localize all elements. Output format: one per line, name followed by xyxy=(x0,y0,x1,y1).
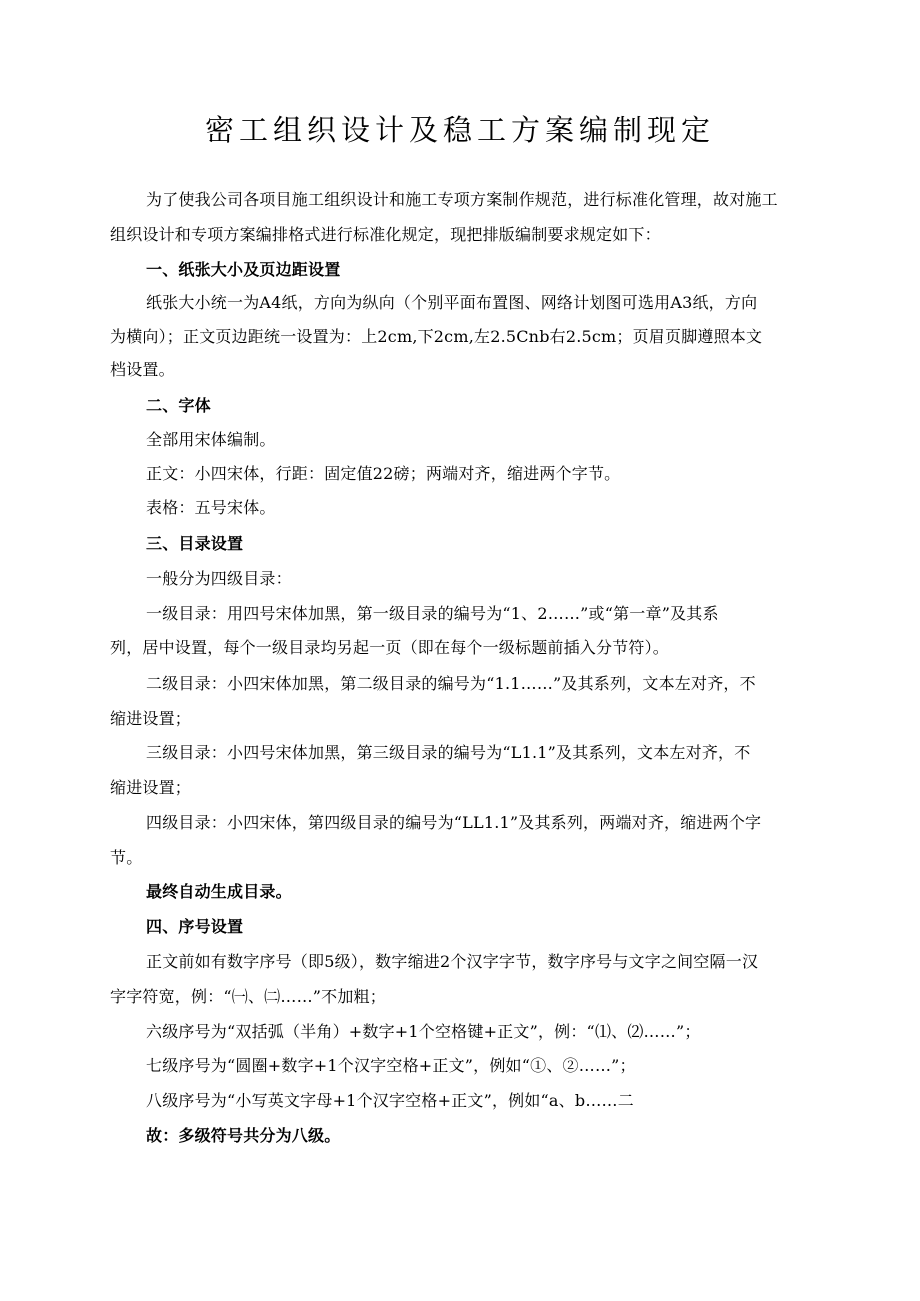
section4-line-2: 字字符宽，例：“㈠、㈡……”不加粗； xyxy=(110,987,386,1006)
section4-line-5: 八级序号为“小写英文字母+1个汉字空格+正文”，例如“a、b……二 xyxy=(146,1091,634,1110)
section2-heading: 二、字体 xyxy=(146,396,211,415)
intro-line-2: 组织设计和专项方案编排格式进行标准化规定，现把排版编制要求规定如下： xyxy=(110,225,661,244)
section1-heading: 一、纸张大小及页边距设置 xyxy=(146,260,341,279)
section3-line-4: 二级目录：小四宋体加黑，第二级目录的编号为“1.1……”及其系列，文本左对齐，不 xyxy=(146,674,756,693)
intro-line-1: 为了使我公司各项目施工组织设计和施工专项方案制作规范，进行标准化管理，故对施工 xyxy=(146,190,778,209)
section3-line-8: 四级目录：小四宋体，第四级目录的编号为“LL1.1”及其系列，两端对齐，缩进两个字 xyxy=(146,813,762,832)
section3-bold-line: 最终自动生成目录。 xyxy=(146,882,292,901)
section3-line-1: 一般分为四级目录： xyxy=(146,569,292,588)
section4-line-4: 七级序号为“圆圈+数字+1个汉字空格+正文”，例如“①、②……”； xyxy=(146,1056,636,1075)
section2-line-2: 正文：小四宋体，行距：固定值22磅；两端对齐，缩进两个字节。 xyxy=(146,464,621,483)
section4-bold-line: 故：多级符号共分为八级。 xyxy=(146,1126,341,1145)
section3-line-3: 列，居中设置，每个一级目录均另起一页（即在每个一级标题前插入分节符）。 xyxy=(110,638,670,657)
section4-line-1: 正文前如有数字序号（即5级），数字缩进2个汉字字节，数字序号与文字之间空隔一汉 xyxy=(146,952,759,971)
section1-line-3: 档设置。 xyxy=(110,360,175,379)
section2-line-1: 全部用宋体编制。 xyxy=(146,430,276,449)
section2-line-3: 表格：五号宋体。 xyxy=(146,498,276,517)
document-title: 密工组织设计及稳工方案编制现定 xyxy=(204,113,715,147)
section4-line-3: 六级序号为“双括弧（半角）+数字+1个空格键+正文”，例：“⑴、⑵……”； xyxy=(146,1022,701,1041)
section1-line-1: 纸张大小统一为A4纸，方向为纵向（个别平面布置图、网络计划图可选用A3纸，方向 xyxy=(146,293,758,312)
section3-line-5: 缩进设置； xyxy=(110,709,192,728)
section3-line-6: 三级目录：小四号宋体加黑，第三级目录的编号为“L1.1”及其系列，文本左对齐，不 xyxy=(146,743,751,762)
section4-heading: 四、序号设置 xyxy=(146,917,244,936)
section3-heading: 三、目录设置 xyxy=(146,534,244,553)
section1-line-2: 为横向）；正文页边距统一设置为：上2cm,下2cm,左2.5Cnb右2.5cm；页眉页脚遵照本文 xyxy=(110,327,763,346)
section3-line-9: 节。 xyxy=(110,848,143,867)
section3-line-2: 一级目录：用四号宋体加黑，第一级目录的编号为“1、2……”或“第一章”及其系 xyxy=(146,604,719,623)
section3-line-7: 缩进设置； xyxy=(110,778,192,797)
